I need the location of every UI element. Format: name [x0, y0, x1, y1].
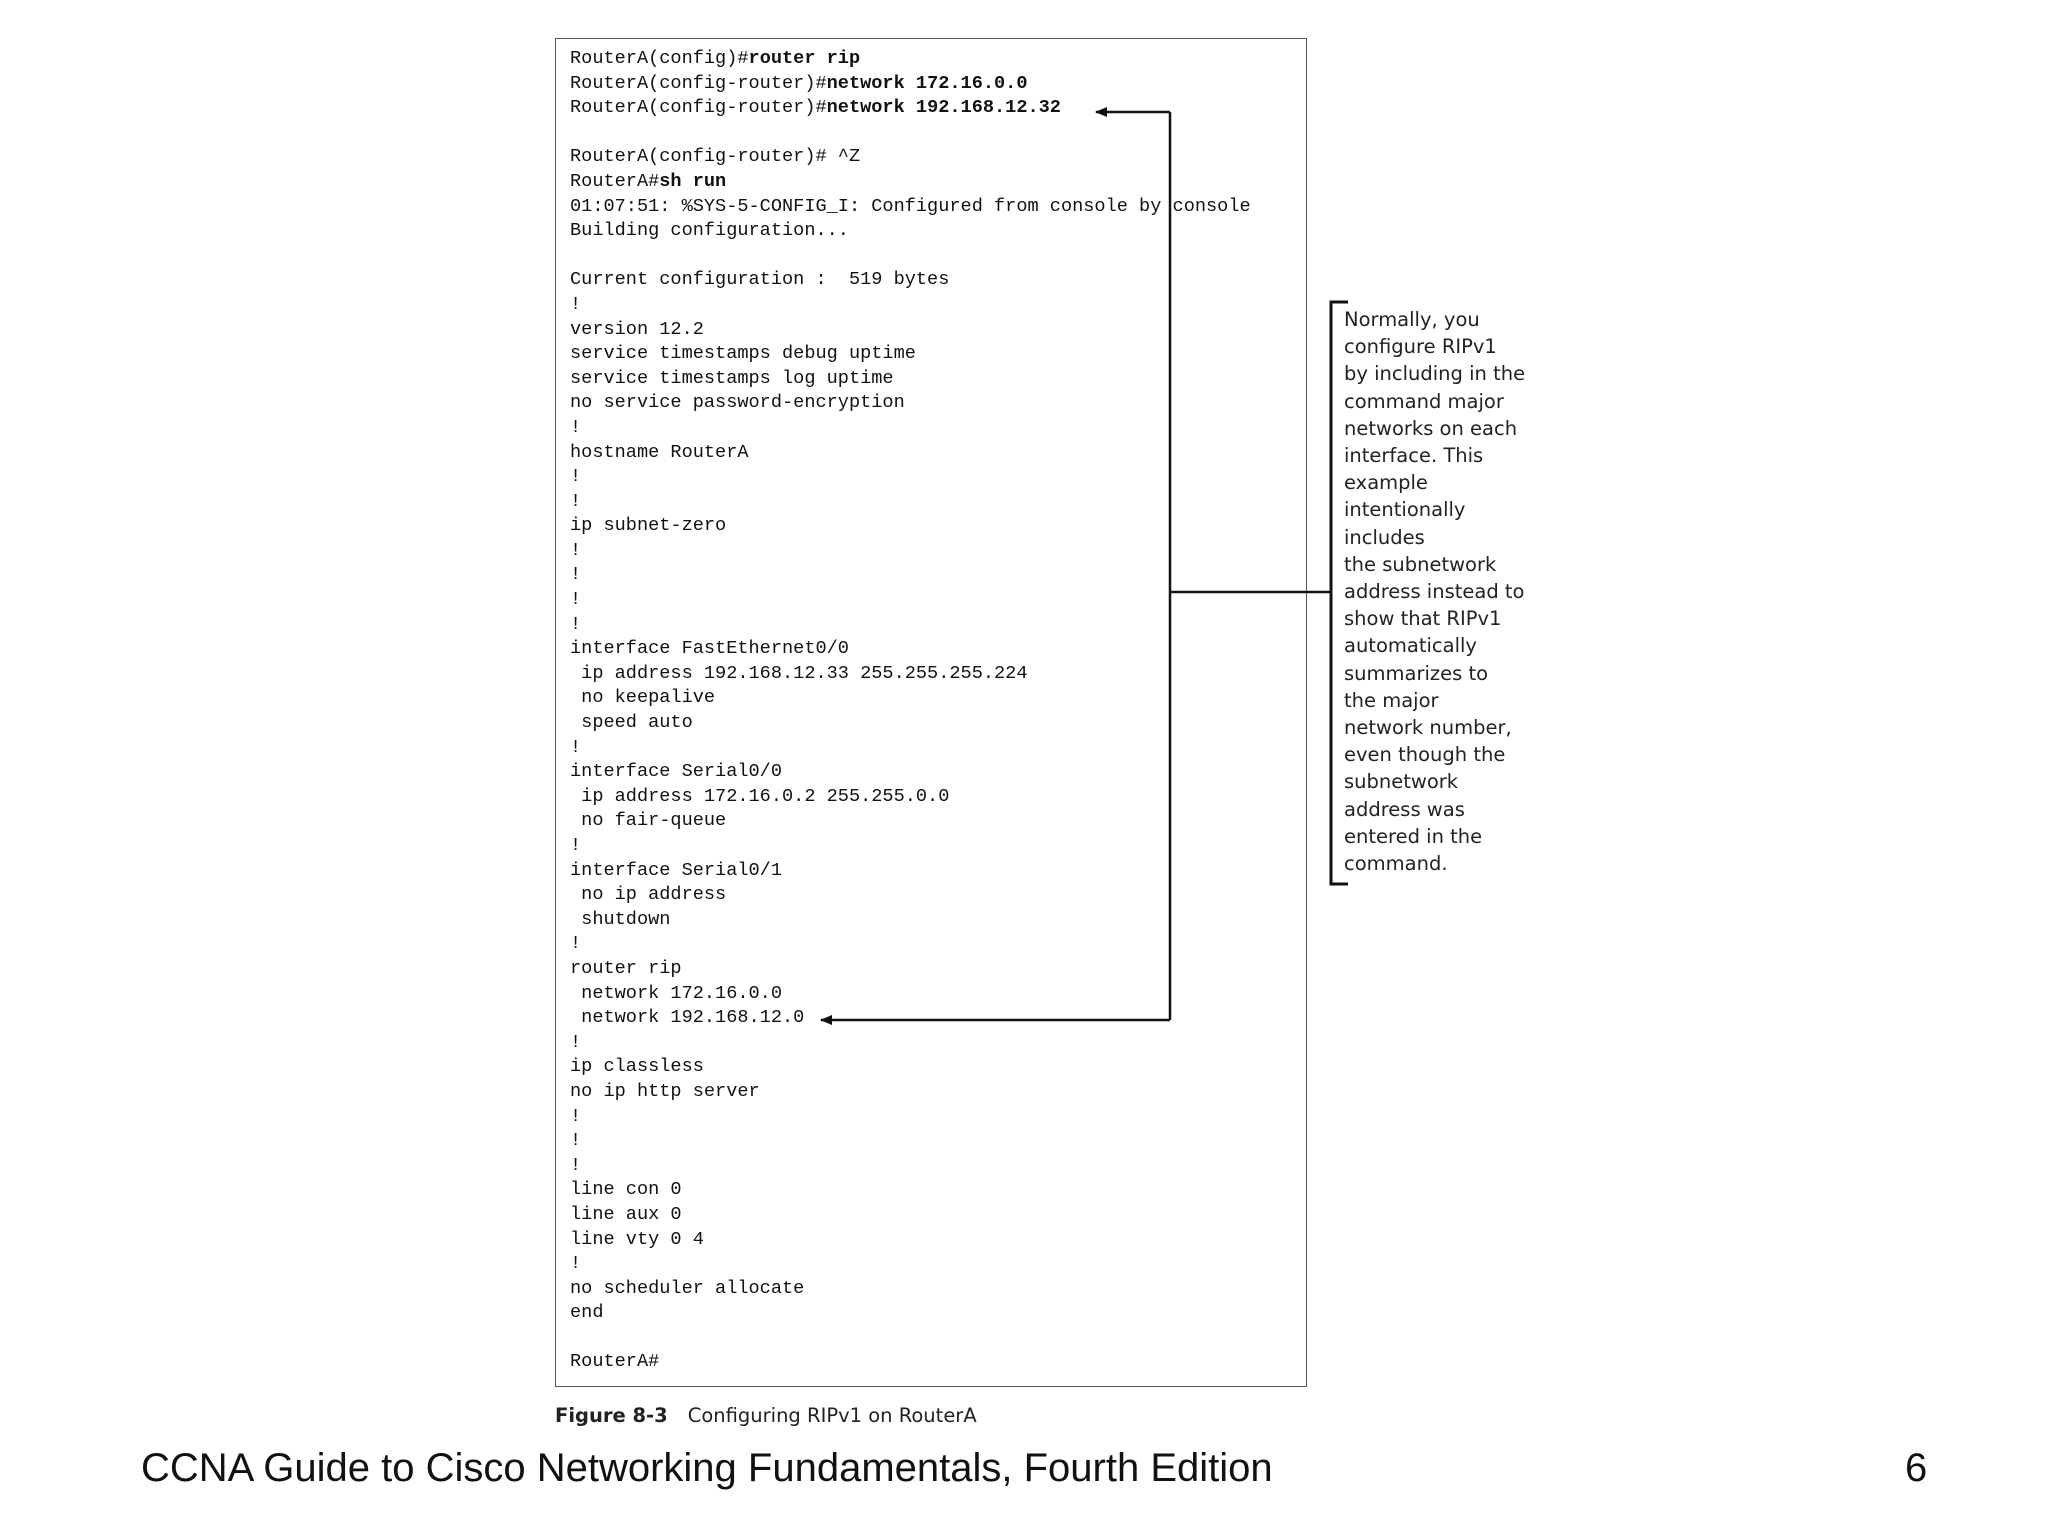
terminal-line — [570, 1006, 1251, 1031]
terminal-line-text: no ip http server — [570, 1080, 760, 1102]
terminal-line — [570, 96, 1251, 121]
callout-note-line: show that RIPv1 — [1344, 607, 1502, 631]
terminal-line — [570, 268, 1251, 293]
terminal-line — [570, 195, 1251, 220]
terminal-line-text: Current configuration : 519 bytes — [570, 269, 950, 291]
terminal-line — [570, 1105, 1251, 1130]
terminal-line-text: no ip address — [570, 884, 727, 906]
terminal-line — [570, 465, 1251, 490]
terminal-line-text: ! — [570, 466, 582, 488]
terminal-line — [570, 416, 1251, 441]
terminal-line-text: no keepalive — [570, 687, 716, 709]
terminal-line-text: Building configuration... — [570, 220, 849, 242]
terminal-line-text: version 12.2 — [570, 318, 704, 340]
callout-note-line: network number, — [1344, 716, 1512, 740]
terminal-line-text: interface Serial0/0 — [570, 761, 783, 783]
terminal-line — [570, 859, 1251, 884]
terminal-line-text: interface FastEthernet0/0 — [570, 638, 849, 660]
terminal-line — [570, 957, 1251, 982]
terminal-line-text: ip address 192.168.12.33 255.255.255.224 — [570, 662, 1028, 684]
terminal-line-text: ! — [570, 1130, 582, 1152]
terminal-line-text: RouterA# — [570, 1351, 660, 1373]
terminal-line — [570, 736, 1251, 761]
terminal-line-command: network 172.16.0.0 — [826, 72, 1028, 94]
terminal-line — [570, 686, 1251, 711]
terminal-line-text: ! — [570, 293, 582, 315]
terminal-line — [570, 1301, 1251, 1326]
terminal-line-text: line vty 0 4 — [570, 1228, 704, 1250]
terminal-line-text: ip classless — [570, 1056, 704, 1078]
terminal-line — [570, 834, 1251, 859]
terminal-line — [570, 1228, 1251, 1253]
terminal-line-text: service timestamps debug uptime — [570, 343, 916, 365]
terminal-line — [570, 588, 1251, 613]
terminal-line — [570, 982, 1251, 1007]
terminal-line-text: line con 0 — [570, 1179, 682, 1201]
callout-note-line: the major — [1344, 688, 1439, 712]
terminal-line-text: network 172.16.0.0 — [570, 982, 783, 1004]
terminal-line — [570, 1154, 1251, 1179]
terminal-line-text: ! — [570, 1154, 582, 1176]
terminal-line — [570, 1129, 1251, 1154]
terminal-line-text: network 192.168.12.0 — [570, 1007, 805, 1029]
terminal-line-text: no service password-encryption — [570, 392, 905, 414]
terminal-line — [570, 170, 1251, 195]
terminal-line-text: no fair-queue — [570, 810, 727, 832]
terminal-line — [570, 391, 1251, 416]
callout-note-line: subnetwork — [1344, 770, 1459, 794]
callout-note-line: even though the — [1344, 743, 1506, 767]
terminal-lines — [570, 47, 1251, 1375]
callout-note-line: the subnetwork — [1344, 552, 1497, 576]
terminal-line — [570, 244, 1251, 269]
figure-number: Figure 8-3 — [555, 1404, 668, 1427]
footer-title: CCNA Guide to Cisco Networking Fundamentals, Fourth Edition — [141, 1446, 1273, 1490]
terminal-line — [570, 219, 1251, 244]
figure-caption-text: Configuring RIPv1 on RouterA — [687, 1404, 977, 1427]
terminal-line-text: ! — [570, 589, 582, 611]
terminal-line — [570, 1055, 1251, 1080]
terminal-line-text: ! — [570, 1253, 582, 1275]
terminal-line — [570, 563, 1251, 588]
terminal-line-text: interface Serial0/1 — [570, 859, 783, 881]
terminal-line — [570, 883, 1251, 908]
terminal-line — [570, 1080, 1251, 1105]
callout-note-line: address instead to — [1344, 580, 1525, 604]
callout-note-line: address was — [1344, 797, 1465, 821]
terminal-line-text: ! — [570, 1031, 582, 1053]
terminal-line — [570, 662, 1251, 687]
terminal-line-text: hostname RouterA — [570, 441, 749, 463]
terminal-line-command: network 192.168.12.32 — [826, 97, 1061, 119]
callout-note-line: command. — [1344, 852, 1448, 876]
terminal-line-text: ! — [570, 416, 582, 438]
terminal-line-command: sh run — [659, 170, 727, 192]
terminal-line — [570, 760, 1251, 785]
terminal-line — [570, 711, 1251, 736]
page-number: 6 — [1905, 1446, 1928, 1490]
terminal-line-text: ip address 172.16.0.2 255.255.0.0 — [570, 785, 950, 807]
callout-note-line: interface. This — [1344, 444, 1484, 468]
terminal-output-box — [555, 38, 1307, 1387]
terminal-line — [570, 367, 1251, 392]
terminal-line — [570, 1350, 1251, 1375]
terminal-line-text: ! — [570, 564, 582, 586]
terminal-line — [570, 637, 1251, 662]
terminal-line-text: ! — [570, 539, 582, 561]
terminal-line — [570, 121, 1251, 146]
terminal-line — [570, 318, 1251, 343]
figure-caption — [555, 1404, 977, 1427]
terminal-line — [570, 539, 1251, 564]
terminal-line-text: RouterA# — [570, 170, 660, 192]
terminal-line-text: speed auto — [570, 712, 693, 734]
terminal-line-text: RouterA(config-router)# — [570, 72, 827, 94]
terminal-line — [570, 342, 1251, 367]
terminal-line-text: RouterA(config)# — [570, 48, 749, 69]
terminal-line-text: shutdown — [570, 908, 671, 930]
terminal-line — [570, 1203, 1251, 1228]
terminal-line — [570, 1178, 1251, 1203]
terminal-line — [570, 514, 1251, 539]
terminal-line — [570, 1326, 1251, 1351]
terminal-line-text: ! — [570, 933, 582, 955]
terminal-line-text: line aux 0 — [570, 1203, 682, 1225]
terminal-line — [570, 809, 1251, 834]
callout-note-line: networks on each — [1344, 416, 1518, 440]
terminal-line-text: router rip — [570, 957, 682, 979]
terminal-line-text: service timestamps log uptime — [570, 367, 894, 389]
terminal-line — [570, 932, 1251, 957]
terminal-line — [570, 72, 1251, 97]
terminal-line — [570, 908, 1251, 933]
terminal-line-text: 01:07:51: %SYS-5-CONFIG_I: Configured from console by console — [570, 195, 1251, 217]
terminal-line — [570, 441, 1251, 466]
callout-note-line: summarizes to — [1344, 661, 1489, 685]
callout-note-line: includes — [1344, 525, 1425, 549]
callout-note-line: example — [1344, 471, 1428, 495]
terminal-line-text: ! — [570, 490, 582, 512]
terminal-line — [570, 145, 1251, 170]
callout-note-line: entered in the — [1344, 824, 1483, 848]
callout-note-line: automatically — [1344, 634, 1477, 658]
terminal-line — [570, 1252, 1251, 1277]
callout-note-line: command major — [1344, 389, 1504, 413]
terminal-line — [570, 785, 1251, 810]
terminal-line-text: ! — [570, 1105, 582, 1127]
terminal-line-text: no scheduler allocate — [570, 1277, 805, 1299]
terminal-line — [570, 293, 1251, 318]
terminal-line — [570, 1031, 1251, 1056]
terminal-line-command: router rip — [748, 48, 861, 69]
terminal-line-text: end — [570, 1302, 604, 1324]
terminal-line-text: ! — [570, 613, 582, 635]
terminal-line — [570, 47, 1251, 72]
terminal-line — [570, 1277, 1251, 1302]
callout-note-line: configure RIPv1 — [1344, 335, 1497, 359]
terminal-line-text: RouterA(config-router)# ^Z — [570, 146, 861, 168]
terminal-line-text: ! — [570, 736, 582, 758]
callout-note-line: Normally, you — [1344, 308, 1480, 331]
terminal-line-text: ip subnet-zero — [570, 515, 727, 537]
callout-note — [1344, 306, 1544, 877]
callout-note-line: intentionally — [1344, 498, 1466, 522]
terminal-line — [570, 613, 1251, 638]
callout-note-line: by including in the — [1344, 362, 1526, 386]
terminal-line-text: ! — [570, 835, 582, 856]
terminal-line — [570, 490, 1251, 515]
terminal-line-text: RouterA(config-router)# — [570, 97, 827, 119]
